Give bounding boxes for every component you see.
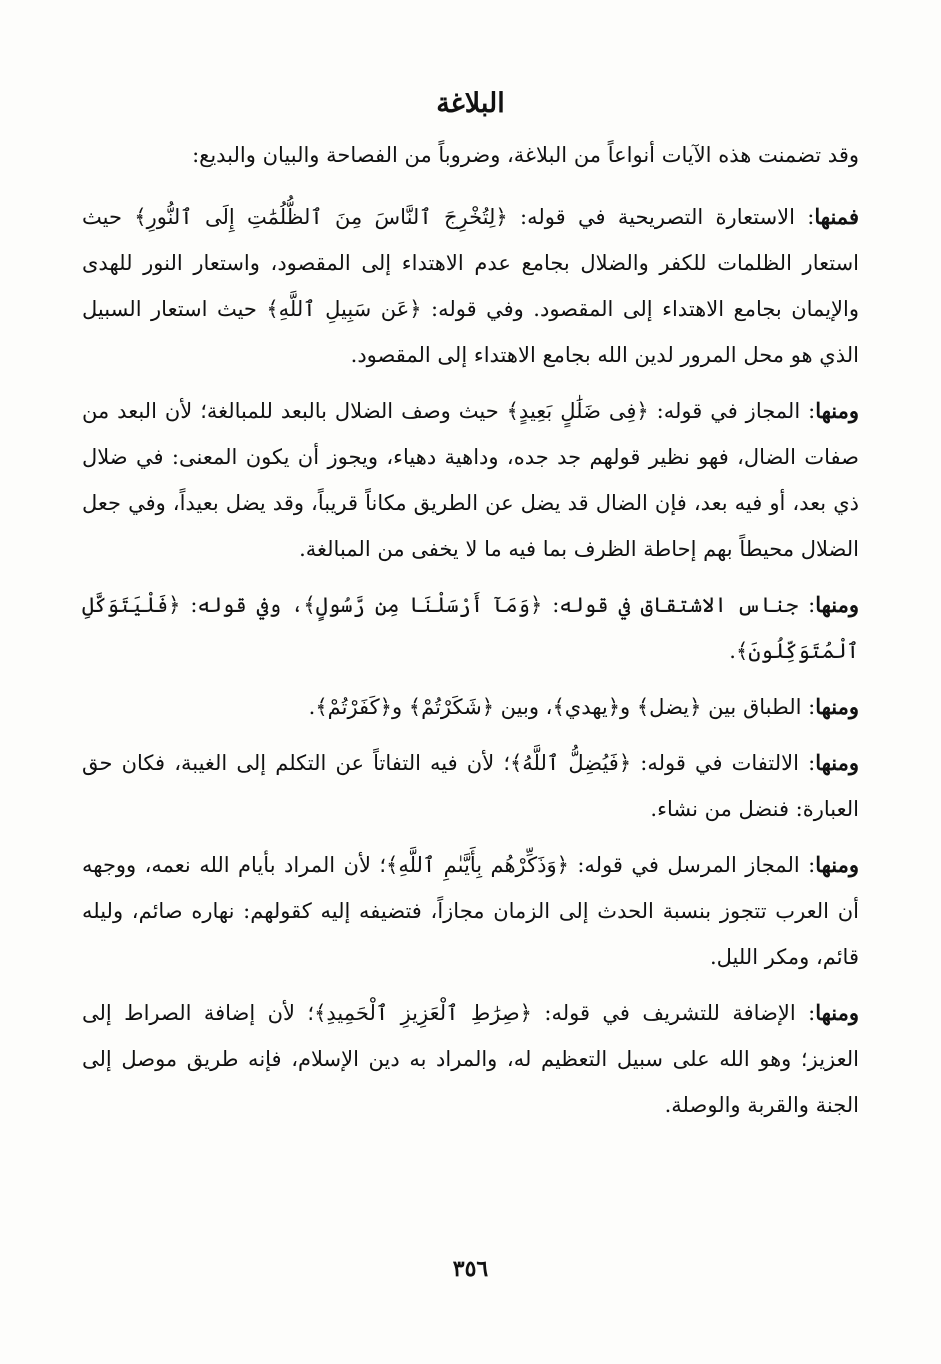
section-text: : الإضافة للتشريف في قوله: ﴿صِرَٰطِ ٱلْعَزِيزِ ٱلْحَمِيدِ﴾؛ لأن إضافة الصراط إلى العزيز؛ وهو الله على سبيل التعظيم له، والمراد به دين الإسلام، فإنه طريق موصل إلى الجنة والقربة والوصلة. (82, 1001, 859, 1117)
section-text: : المجاز المرسل في قوله: ﴿وَذَكِّرْهُم بِأَيَّىٰمِ ٱللَّهِ﴾؛ لأن المراد بأيام الله نعمه، ووجهه أن العرب تتجوز بنسبة الحدث إلى الزمان مجازاً، فتضيفه إليه كقولهم: نهاره صائم، وليله قائم، ومكر الليل. (82, 853, 859, 969)
section-lead: ومنها (815, 750, 859, 775)
page-title: البلاغة (436, 88, 505, 119)
section-text: : الالتفات في قوله: ﴿فَيُضِلُّ ٱللَّهُ﴾؛ لأن فيه التفاتاً عن التكلم إلى الغيبة، فكان حق العبارة: فنضل من نشاء. (82, 751, 859, 821)
section-paragraph (82, 388, 859, 572)
section-paragraph (82, 194, 859, 378)
section-paragraph (82, 582, 859, 674)
section-lead: ومنها (815, 694, 859, 719)
section-lead: ومنها (815, 852, 859, 877)
section-paragraph (82, 684, 859, 730)
section-text: : الاستعارة التصريحية في قوله: ﴿لِتُخْرِجَ ٱلنَّاسَ مِنَ ٱلظُّلُمَٰتِ إِلَى ٱلنُّورِ﴾ حيث استعار الظلمات للكفر والضلال بجامع عدم الاهتداء إلى المقصود، واستعار النور للهدى والإيمان بجامع الاهتداء إلى المقصود. وفي قوله: ﴿عَن سَبِيلِ ٱللَّهِ﴾ حيث استعار السبيل الذي هو محل المرور لدين الله بجامع الاهتداء إلى المقصود. (82, 205, 859, 367)
section-lead: ومنها (815, 592, 859, 617)
section-lead: فمنها (814, 204, 859, 229)
section-lead: ومنها (815, 398, 859, 423)
section-paragraph (82, 842, 859, 980)
section-text: : الطباق بين ﴿يضل﴾ و﴿يهدي﴾، وبين ﴿شَكَرْتُمْ﴾ و﴿كَفَرْتُمْ﴾. (308, 695, 816, 719)
section-text: : المجاز في قوله: ﴿فِى ضَلَٰلٍ بَعِيدٍ﴾ حيث وصف الضلال بالبعد للمبالغة؛ لأن البعد من صفات الضال، فهو نظير قولهم جد جده، وداهية دهياء، ويجوز أن يكون المعنى: في ضلال ذي بعد، أو فيه بعد، فإن الضال قد يضل عن الطريق مكاناً قريباً، وقد يضل بعيداً، وفي جعل الضلال محيطاً بهم إحاطة الظرف بما فيه ما لا يخفى من المبالغة. (82, 399, 859, 561)
intro-paragraph: وقد تضمنت هذه الآيات أنواعاً من البلاغة، وضروباً من الفصاحة والبيان والبديع: (192, 143, 859, 167)
section-paragraph (82, 740, 859, 832)
section-lead: ومنها (815, 1000, 859, 1025)
page-number: ٣٥٦ (452, 1256, 489, 1282)
section-paragraph (82, 990, 859, 1128)
section-text: : جناس الاشتقاق في قوله: ﴿وَمَآ أَرْسَلْنَا مِن رَّسُولٍ﴾، وفي قوله: ﴿فَلْيَتَوَكَّلِ ٱلْمُتَوَكِّلُونَ﴾. (82, 593, 859, 663)
